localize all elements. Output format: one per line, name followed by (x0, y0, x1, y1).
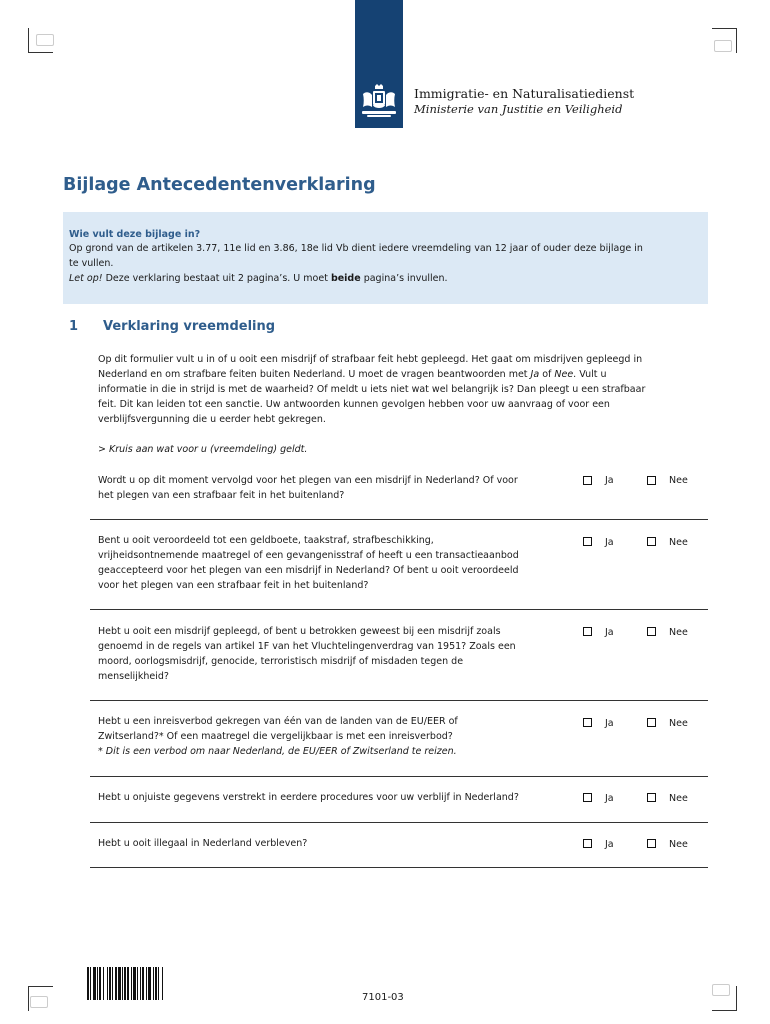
info-notice-bold: beide (330, 273, 361, 284)
checkbox-ja[interactable] (583, 793, 592, 802)
registration-mark (36, 34, 54, 46)
coat-of-arms-icon (359, 84, 399, 120)
question-text: Hebt u ooit illegaal in Nederland verbleven? (98, 838, 308, 849)
info-heading: Wie vult deze bijlage in? (69, 229, 201, 240)
divider (90, 822, 708, 823)
question-text: vrijheidsontnemende maatregel of een gevangenisstraf of heeft u een transactieaanbod (98, 550, 519, 561)
ministry-name: Ministerie van Justitie en Veiligheid (414, 102, 623, 116)
checkbox-ja[interactable] (583, 627, 592, 636)
divider (90, 700, 708, 701)
intro-text: of (539, 369, 555, 380)
question-text: Wordt u op dit moment vervolgd voor het plegen van een misdrijf in Nederland? Of voor (98, 475, 518, 486)
info-notice-emphasis: Let op! (69, 273, 103, 284)
option-nee-label: Nee (669, 475, 688, 486)
intro-text: . Vult u (573, 369, 607, 380)
intro-text: Nederland en om strafbare feiten buiten Nederland. U moet de vragen beantwoorden met (98, 369, 531, 380)
instruction-text: > Kruis aan wat voor u (vreemdeling) geldt. (98, 444, 308, 455)
info-text: Op grond van de artikelen 3.77, 11e lid en 3.86, 18e lid Vb dient iedere vreemdeling van 12 jaar of ouder deze bijlage in (69, 243, 643, 254)
question-text: Hebt u ooit een misdrijf gepleegd, of bent u betrokken geweest bij een misdrijf zoals (98, 626, 501, 637)
intro-emphasis: Nee (554, 369, 574, 380)
option-ja-label: Ja (605, 537, 614, 548)
option-ja-label: Ja (605, 839, 614, 850)
question-text: geaccepteerd voor het plegen van een misdrijf in Nederland? Of bent u ooit veroordeeld (98, 565, 519, 576)
question-text: menselijkheid? (98, 671, 169, 682)
divider (90, 609, 708, 610)
form-code: 7101-03 (362, 992, 404, 1003)
option-ja-label: Ja (605, 475, 614, 486)
intro-line: informatie in die in strijd is met de waarheid? Of meldt u iets niet wat wel belangrijk is? Dan pleegt u een strafbaar (98, 384, 646, 395)
intro-line (98, 369, 607, 380)
registration-mark (30, 996, 48, 1008)
intro-emphasis: Ja (530, 369, 540, 380)
barcode-icon (87, 967, 199, 1000)
checkbox-nee[interactable] (647, 793, 656, 802)
info-box (63, 212, 708, 304)
checkbox-nee[interactable] (647, 476, 656, 485)
option-nee-label: Nee (669, 537, 688, 548)
question-text: het plegen van een strafbaar feit in het buitenland? (98, 490, 345, 501)
option-ja-label: Ja (605, 793, 614, 804)
option-nee-label: Nee (669, 793, 688, 804)
question-note: * Dit is een verbod om naar Nederland, de EU/EER of Zwitserland te reizen. (98, 746, 457, 757)
checkbox-ja[interactable] (583, 718, 592, 727)
option-ja-label: Ja (605, 718, 614, 729)
question-text: Zwitserland?* Of een maatregel die vergelijkbaar is met een inreisverbod? (98, 731, 453, 742)
divider (90, 867, 708, 868)
intro-line: Op dit formulier vult u in of u ooit een misdrijf of strafbaar feit hebt gepleegd. Het gaat om misdrijven gepleegd in (98, 354, 643, 365)
intro-line: feit. Dit kan leiden tot een sanctie. Uw antwoorden kunnen gevolgen hebben voor uw aanvraag of voor een (98, 399, 610, 410)
divider (90, 776, 708, 777)
checkbox-ja[interactable] (583, 476, 592, 485)
checkbox-nee[interactable] (647, 839, 656, 848)
section-title: Verklaring vreemdeling (103, 319, 276, 334)
info-notice (69, 273, 448, 284)
page-title: Bijlage Antecedentenverklaring (63, 175, 376, 195)
question-text: Hebt u een inreisverbod gekregen van één van de landen van de EU/EER of (98, 716, 458, 727)
checkbox-nee[interactable] (647, 718, 656, 727)
option-nee-label: Nee (669, 718, 688, 729)
org-name: Immigratie- en Naturalisatiedienst (414, 86, 635, 101)
divider (90, 519, 708, 520)
question-text: Bent u ooit veroordeeld tot een geldboete, taakstraf, strafbeschikking, (98, 535, 434, 546)
checkbox-nee[interactable] (647, 537, 656, 546)
info-text: te vullen. (69, 258, 114, 269)
question-text: moord, oorlogsmisdrijf, genocide, terroristisch misdrijf of misdaden tegen de (98, 656, 464, 667)
checkbox-ja[interactable] (583, 537, 592, 546)
intro-line: verblijfsvergunning die u eerder hebt gekregen. (98, 414, 326, 425)
info-notice-text: pagina’s invullen. (360, 273, 448, 284)
checkbox-nee[interactable] (647, 627, 656, 636)
question-text: Hebt u onjuiste gegevens verstrekt in eerdere procedures voor uw verblijf in Nederland? (98, 792, 519, 803)
section-number: 1 (69, 319, 79, 334)
option-ja-label: Ja (605, 627, 614, 638)
registration-mark (712, 984, 730, 996)
question-text: genoemd in de regels van artikel 1F van het Vluchtelingenverdrag van 1951? Zoals een (98, 641, 516, 652)
option-nee-label: Nee (669, 839, 688, 850)
logo-bar (355, 0, 403, 128)
registration-mark (714, 40, 732, 52)
question-text: voor het plegen van een strafbaar feit in het buitenland? (98, 580, 369, 591)
option-nee-label: Nee (669, 627, 688, 638)
info-notice-text: Deze verklaring bestaat uit 2 pagina’s. U moet (102, 273, 331, 284)
checkbox-ja[interactable] (583, 839, 592, 848)
